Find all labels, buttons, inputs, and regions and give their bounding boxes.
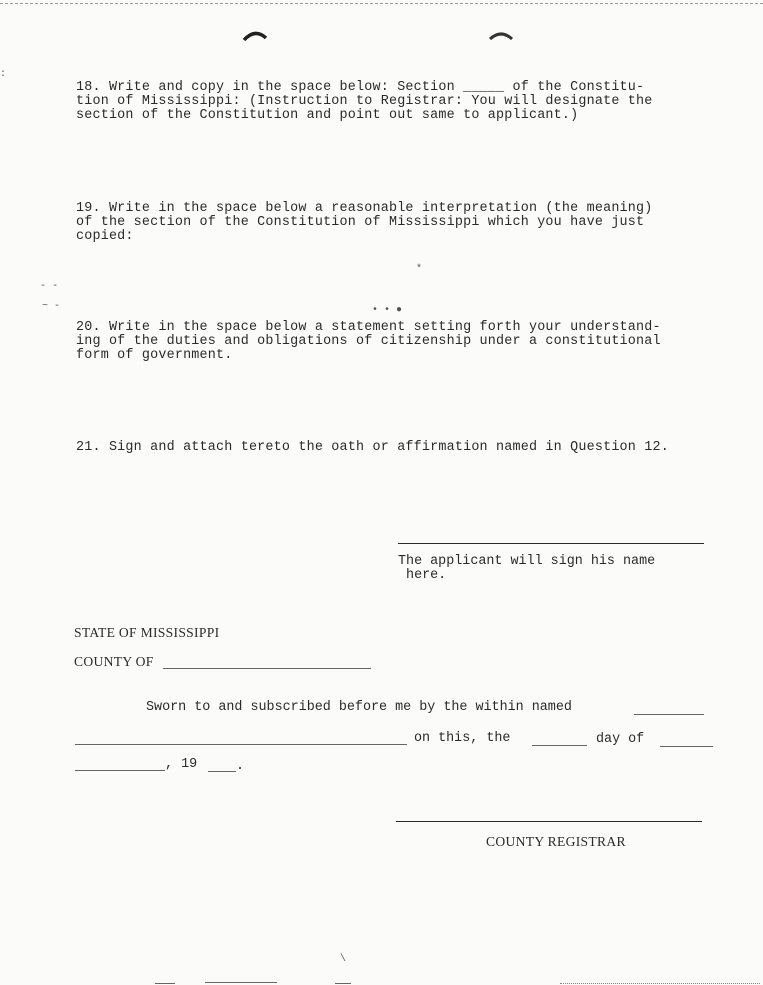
bottom-edge-mark — [560, 983, 760, 984]
perforated-top-edge — [0, 0, 763, 4]
county-name-line[interactable] — [163, 668, 371, 669]
year-line[interactable] — [208, 771, 236, 772]
year-prefix: , 19 — [165, 757, 198, 772]
sworn-statement: Sworn to and subscribed before me by the within named — [146, 700, 572, 715]
question-18-text: 18. Write and copy in the space below: Section _____ of the Constitu- tion of Mississippi: (Instruction to Registrar: You will designate the section of the Constitution and point out same to applicant.) — [76, 80, 653, 123]
day-of-label: day of — [596, 732, 645, 747]
bottom-edge-mark — [205, 982, 277, 983]
question-20-text: 20. Write in the space below a statement setting forth your understand- ing of the duties and obligations of citizenship under a constitutional form of government. — [76, 320, 661, 363]
question-21-text: 21. Sign and attach tereto the oath or affirmation named in Question 12. — [76, 440, 669, 455]
right-hole-punch-icon — [488, 28, 514, 42]
bottom-edge-mark — [155, 983, 175, 984]
scan-speck: * — [416, 264, 423, 275]
month-line[interactable] — [660, 746, 713, 747]
registrar-caption: COUNTY REGISTRAR — [486, 834, 626, 849]
margin-speck: ~ - — [42, 301, 61, 312]
question-19-text: 19. Write in the space below a reasonable interpretation (the meaning) of the section of the Constitution of Mississippi which you have just copied: — [76, 201, 653, 244]
registrar-signature-line[interactable] — [396, 821, 702, 822]
bottom-edge-mark — [335, 983, 351, 984]
on-this-label: on this, the — [414, 731, 511, 746]
county-label: COUNTY OF — [74, 654, 154, 669]
month-continued-line[interactable] — [75, 770, 165, 771]
applicant-signature-line[interactable] — [398, 543, 704, 544]
day-number-line[interactable] — [532, 745, 587, 746]
scan-speck: • • ● — [372, 305, 403, 316]
margin-speck: : — [0, 69, 7, 80]
left-hole-punch-icon — [242, 28, 268, 42]
margin-speck: - - — [40, 281, 59, 292]
scan-speck: \ — [340, 954, 347, 965]
state-heading: STATE OF MISSISSIPPI — [74, 625, 220, 640]
year-suffix: . — [236, 759, 245, 774]
affiant-name-continued-line[interactable] — [75, 744, 407, 745]
applicant-signature-caption: The applicant will sign his name here. — [398, 554, 656, 583]
affiant-name-line[interactable] — [634, 714, 704, 715]
